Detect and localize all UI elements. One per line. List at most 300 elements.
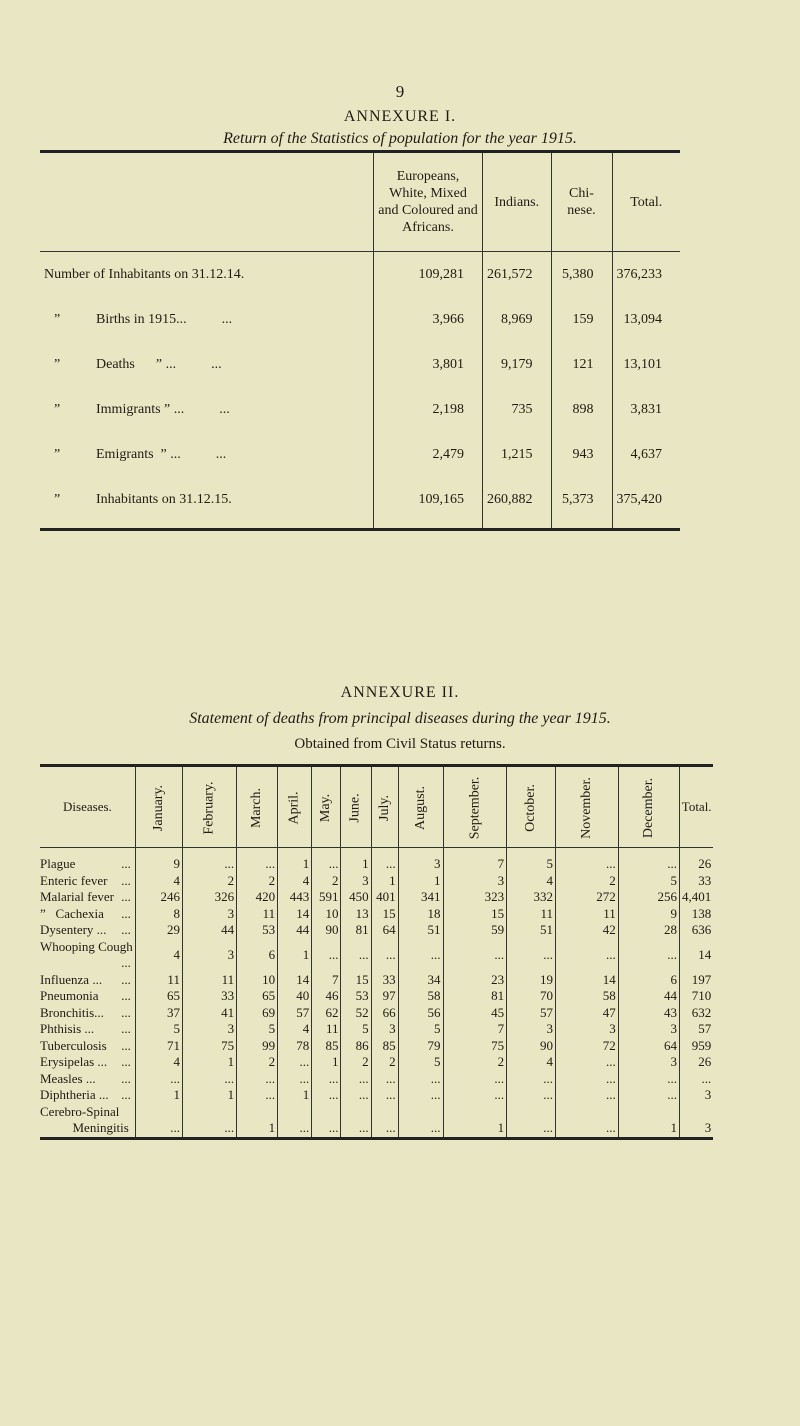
table-cell: 4 [278,873,312,890]
disease-name: Cerebro-Spinal [40,1103,120,1119]
column-header: Chi- nese. [551,152,612,252]
disease-label [40,1005,135,1022]
table-cell: 376,233 [612,252,680,298]
row-total: 14 [680,939,714,972]
table-cell: 3,966 [374,297,483,342]
table-cell: 401 [371,889,398,906]
table-cell: 1 [398,873,443,890]
disease-name: Dysentery ... [40,922,107,937]
row-label-text: Number of Inhabitants on 31.12.14. [44,266,245,282]
table-cell: ... [618,939,679,972]
table-cell: 2,198 [374,387,483,432]
disease-label [40,939,135,972]
table-cell: 70 [507,988,556,1005]
month-label: September. [466,776,482,839]
disease-label [40,1021,135,1038]
table-cell: ... [371,939,398,972]
table-cell: 4,637 [612,432,680,477]
table-row [40,1120,713,1138]
table-cell: ... [371,848,398,873]
table-cell: 2 [555,873,618,890]
leader-dots: ... [121,971,131,987]
table-cell: 15 [341,972,371,989]
table-cell: 57 [507,1005,556,1022]
disease-label [40,906,135,923]
disease-label [40,988,135,1005]
column-header [40,152,374,252]
table-row [40,297,680,342]
table-cell: ... [278,1071,312,1088]
table-cell: ... [618,1087,679,1104]
leader-dots: ... [121,1054,131,1069]
table-cell: ... [341,939,371,972]
row-label [40,342,374,387]
disease-name: Bronchitis... [40,1004,104,1020]
table-cell: 14 [278,972,312,989]
table-cell: 1 [371,873,398,890]
disease-label [40,1054,135,1071]
month-label: July. [376,794,392,821]
page-number: 9 [395,82,405,101]
column-header-month [443,766,507,848]
table-cell: 3 [443,873,507,890]
table-cell: ... [555,939,618,972]
table-cell: 3 [555,1021,618,1038]
table-cell: 420 [237,889,278,906]
table-cell: 11 [555,906,618,923]
table-cell: 11 [237,906,278,923]
table-cell: 5 [507,848,556,873]
table-cell [443,1104,507,1121]
table-cell: ... [237,848,278,873]
table-cell [135,1104,182,1121]
row-label-text: Inhabitants on 31.12.15. [96,491,232,507]
table-row [40,1071,713,1088]
row-total: 4,401 [680,889,714,906]
table-row [40,1021,713,1038]
table-cell: 11 [135,972,182,989]
table-cell: 72 [555,1038,618,1055]
column-header-month [278,766,312,848]
row-total: 26 [680,848,714,873]
disease-label [40,1087,135,1104]
disease-name: Measles ... [40,1070,96,1086]
table-cell: 7 [312,972,341,989]
table-row [40,387,680,432]
table-cell [398,1104,443,1121]
table-cell: 90 [507,1038,556,1055]
table-cell: ... [278,1120,312,1138]
disease-name: Whooping Cough [40,938,133,954]
table-cell: 57 [278,1005,312,1022]
table-cell: 46 [312,988,341,1005]
table-row [40,848,713,873]
table-cell: ... [443,939,507,972]
table-row [40,906,713,923]
month-label: May. [318,793,334,822]
month-label: April. [286,790,302,825]
table-cell: 6 [618,972,679,989]
table-cell: 735 [483,387,552,432]
table-cell: 44 [278,922,312,939]
table-cell: 1 [237,1120,278,1138]
table-cell: 15 [371,906,398,923]
table-cell: ... [341,1071,371,1088]
table-cell [507,1104,556,1121]
table-cell: ... [507,1071,556,1088]
table-cell: ... [443,1071,507,1088]
row-total: 197 [680,972,714,989]
table-cell: 109,281 [374,252,483,298]
table-cell: 1 [182,1054,236,1071]
column-header-month [312,766,341,848]
annex2-source: Obtained from Civil Status returns. [294,736,506,752]
table-cell: 2 [312,873,341,890]
column-header-diseases: Diseases. [63,799,112,814]
row-total: 636 [680,922,714,939]
disease-name: Diphtheria ... [40,1087,109,1102]
ditto-mark: ” [54,446,61,462]
table-cell: 15 [443,906,507,923]
disease-name: Plague [40,856,76,871]
table-cell: 6 [237,939,278,972]
leader-dots: ... [121,955,131,970]
table-cell: 13,101 [612,342,680,387]
column-header-month [507,766,556,848]
table-cell: 66 [371,1005,398,1022]
ditto-mark: ” [54,356,61,372]
table-cell: 121 [551,342,612,387]
table-cell: 2 [182,873,236,890]
row-total: 959 [680,1038,714,1055]
row-label [40,477,374,530]
table-cell: ... [555,1054,618,1071]
row-total: ... [680,1071,714,1088]
table-cell: 5 [237,1021,278,1038]
column-header-month [341,766,371,848]
population-table [40,150,680,531]
table-cell: 3 [182,906,236,923]
row-label-text: Emigrants ” ... ... [96,446,227,462]
table-cell: 9,179 [483,342,552,387]
column-header: Indians. [483,152,552,252]
table-cell: 326 [182,889,236,906]
table-cell: 5 [398,1021,443,1038]
deaths-table [40,764,713,1140]
leader-dots: ... [121,872,131,888]
table-cell [312,1104,341,1121]
table-row [40,1054,713,1071]
table-cell: ... [312,1071,341,1088]
table-cell: 58 [555,988,618,1005]
row-label [40,432,374,477]
table-cell: 261,572 [483,252,552,298]
table-cell: 90 [312,922,341,939]
table-cell: 2 [371,1054,398,1071]
table-cell: ... [371,1120,398,1138]
disease-label [40,873,135,890]
table-cell: 5 [341,1021,371,1038]
table-cell: ... [371,1087,398,1104]
table-cell: 4 [278,1021,312,1038]
table-cell: 51 [398,922,443,939]
row-total: 57 [680,1021,714,1038]
table-cell: 3 [182,939,236,972]
table-cell: ... [555,848,618,873]
table-cell: 11 [507,906,556,923]
table-cell: 3,831 [612,387,680,432]
table-cell: 898 [551,387,612,432]
table-row [40,972,713,989]
table-cell: 3 [618,1021,679,1038]
table-cell: 1 [135,1087,182,1104]
table-cell: 159 [551,297,612,342]
table-cell: 10 [237,972,278,989]
table-cell: ... [371,1071,398,1088]
table-cell: ... [507,1087,556,1104]
table-cell: 3,801 [374,342,483,387]
table-cell: 86 [341,1038,371,1055]
table-cell: 58 [398,988,443,1005]
table-cell: ... [237,1071,278,1088]
table-cell: 272 [555,889,618,906]
annex1-title: ANNEXURE I. [343,108,457,125]
table-cell: 2 [443,1054,507,1071]
table-cell: 64 [371,922,398,939]
table-cell: 4 [135,1054,182,1071]
table-cell [278,1104,312,1121]
table-cell: ... [398,1087,443,1104]
table-cell: 85 [312,1038,341,1055]
disease-label [40,922,135,939]
table-cell: 4 [135,873,182,890]
disease-label [40,1104,135,1121]
month-label: October. [523,783,539,832]
leader-dots: ... [121,1070,131,1086]
row-label [40,387,374,432]
table-cell: 341 [398,889,443,906]
table-cell: 443 [278,889,312,906]
row-total: 3 [680,1120,714,1138]
table-cell: 3 [182,1021,236,1038]
disease-name: Phthisis ... [40,1021,95,1036]
table-cell: 332 [507,889,556,906]
table-cell: 1 [312,1054,341,1071]
table-row [40,939,713,972]
leader-dots: ... [121,1004,131,1020]
table-cell: 323 [443,889,507,906]
table-cell: 13,094 [612,297,680,342]
table-cell: 1 [278,939,312,972]
table-cell: 79 [398,1038,443,1055]
table-row [40,1104,713,1121]
table-cell: 14 [555,972,618,989]
table-cell: 81 [443,988,507,1005]
table-cell: 43 [618,1005,679,1022]
table-row [40,1087,713,1104]
table-cell: ... [443,1087,507,1104]
table-row [40,477,680,530]
table-cell: 40 [278,988,312,1005]
table-cell: 4 [507,1054,556,1071]
column-header: Total. [612,152,680,252]
table-cell: 33 [182,988,236,1005]
table-cell: 52 [341,1005,371,1022]
table-cell: 4 [135,939,182,972]
column-header-total: Total. [680,766,714,848]
table-cell: 3 [618,1054,679,1071]
table-cell: ... [135,1120,182,1138]
table-cell: ... [507,939,556,972]
ditto-mark: ” [54,311,61,327]
table-cell: 7 [443,1021,507,1038]
table-cell: 8,969 [483,297,552,342]
table-cell: 53 [237,922,278,939]
table-cell: 1 [278,1087,312,1104]
table-cell: 450 [341,889,371,906]
table-cell: ... [555,1071,618,1088]
table-cell [341,1104,371,1121]
table-cell [237,1104,278,1121]
table-cell: 29 [135,922,182,939]
row-label [40,252,374,298]
table-row [40,922,713,939]
disease-name: Erysipelas ... [40,1054,108,1069]
table-cell: 8 [135,906,182,923]
table-cell: 44 [618,988,679,1005]
table-cell: 69 [237,1005,278,1022]
table-cell: ... [398,939,443,972]
leader-dots: ... [121,889,131,904]
disease-label [40,1120,135,1138]
table-cell: 591 [312,889,341,906]
table-cell: 71 [135,1038,182,1055]
table-cell: ... [135,1071,182,1088]
table-cell: ... [555,1087,618,1104]
row-total: 33 [680,873,714,890]
column-header-month [618,766,679,848]
table-cell: ... [507,1120,556,1138]
table-cell: 33 [371,972,398,989]
disease-name: ” Cachexia [40,905,104,921]
table-cell: 75 [182,1038,236,1055]
table-cell: 13 [341,906,371,923]
table-cell: 41 [182,1005,236,1022]
table-cell: ... [341,1120,371,1138]
table-cell: 28 [618,922,679,939]
table-cell: 64 [618,1038,679,1055]
table-cell: 2 [341,1054,371,1071]
table-cell: 14 [278,906,312,923]
table-cell: 7 [443,848,507,873]
table-cell: 2 [237,873,278,890]
table-cell: 75 [443,1038,507,1055]
disease-name: Pneumonia [40,988,99,1003]
table-cell: 5 [398,1054,443,1071]
annex1-subtitle: Return of the Statistics of population for the year 1915. [223,130,577,147]
table-cell: ... [312,848,341,873]
table-cell: 37 [135,1005,182,1022]
month-label: January. [150,784,166,831]
row-total: 3 [680,1087,714,1104]
table-cell: 375,420 [612,477,680,530]
table-cell: 59 [443,922,507,939]
disease-name: Enteric fever [40,872,108,888]
leader-dots: ... [121,905,131,921]
table-cell: 1 [443,1120,507,1138]
table-cell: 943 [551,432,612,477]
table-cell: 3 [371,1021,398,1038]
disease-label [40,972,135,989]
table-cell [618,1104,679,1121]
table-cell: 19 [507,972,556,989]
row-label-text: Births in 1915... ... [96,311,233,327]
table-cell: ... [398,1120,443,1138]
table-row [40,889,713,906]
table-cell: 3 [398,848,443,873]
table-cell: 3 [507,1021,556,1038]
table-cell: 45 [443,1005,507,1022]
row-total: 632 [680,1005,714,1022]
table-cell: 5,373 [551,477,612,530]
table-cell: ... [341,1087,371,1104]
disease-label [40,848,135,873]
leader-dots: ... [121,1021,131,1036]
column-header: Europeans, White, Mixed and Coloured and Africans. [374,152,483,252]
table-cell: 1,215 [483,432,552,477]
table-cell: 42 [555,922,618,939]
row-label-text: Immigrants ” ... ... [96,401,230,417]
disease-label [40,889,135,906]
table-row [40,252,680,298]
table-cell: 5,380 [551,252,612,298]
table-cell: 109,165 [374,477,483,530]
disease-label [40,1071,135,1088]
column-header-month [237,766,278,848]
table-cell: 1 [618,1120,679,1138]
month-label: August. [412,785,428,830]
leader-dots: ... [121,1087,131,1102]
month-label: February. [201,780,217,835]
table-cell: 62 [312,1005,341,1022]
table-row [40,1038,713,1055]
table-cell: 81 [341,922,371,939]
table-cell: ... [237,1087,278,1104]
ditto-mark: ” [54,491,61,507]
leader-dots: ... [121,856,131,871]
table-cell: 56 [398,1005,443,1022]
leader-dots: ... [121,1037,131,1053]
table-cell: 65 [237,988,278,1005]
table-cell: 18 [398,906,443,923]
table-cell: 44 [182,922,236,939]
table-cell: 47 [555,1005,618,1022]
table-cell: 99 [237,1038,278,1055]
disease-label [40,1038,135,1055]
table-cell: 53 [341,988,371,1005]
table-cell: 11 [182,972,236,989]
table-cell: 65 [135,988,182,1005]
table-cell: ... [312,1087,341,1104]
table-cell: ... [618,848,679,873]
table-cell: 97 [371,988,398,1005]
table-cell: ... [618,1071,679,1088]
table-cell: 1 [341,848,371,873]
table-cell: 85 [371,1038,398,1055]
month-label: November. [578,776,594,839]
table-row [40,1005,713,1022]
disease-name: Malarial fever [40,889,114,904]
